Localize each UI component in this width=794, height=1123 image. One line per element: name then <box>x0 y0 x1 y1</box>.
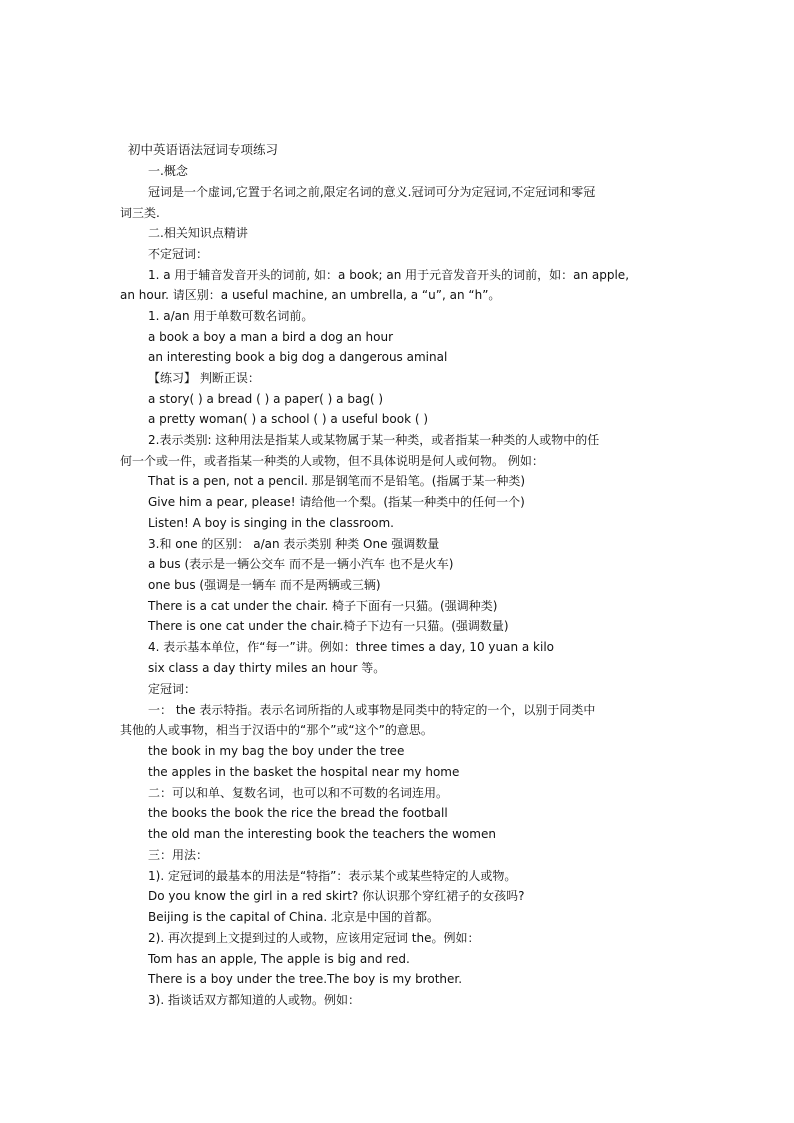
text-line: 2). 再次提到上文提到过的人或物，应该用定冠词 the。例如： <box>148 931 480 945</box>
text-line: Beijing is the capital of China. 北京是中国的首都。 <box>148 910 439 924</box>
text-line: six class a day thirty miles an hour 等。 <box>148 661 386 675</box>
text-line: There is a boy under the tree.The boy is my brother. <box>148 972 463 986</box>
text-line: 何一个或一件，或者指某一种类的人或物，但不具体说明是何人或何物。 例如： <box>120 454 544 468</box>
text-line: 1). 定冠词的最基本的用法是“特指”：表示某个或某些特定的人或物。 <box>148 869 517 883</box>
text-line: 二.相关知识点精讲 <box>148 226 248 240</box>
text-line: Listen! A boy is singing in the classroom. <box>148 516 394 530</box>
text-line: 一.概念 <box>148 164 188 178</box>
text-line: 4. 表示基本单位，作“每一”讲。例如：three times a day, 10 yuan a kilo <box>148 640 554 654</box>
text-line: 不定冠词： <box>148 247 209 261</box>
text-line: Tom has an apple, The apple is big and red. <box>148 952 410 966</box>
text-line: the old man the interesting book the teachers the women <box>148 827 496 841</box>
document-title: 初中英语语法冠词专项练习 <box>128 142 279 157</box>
text-line: an interesting book a big dog a dangerous aminal <box>148 350 448 364</box>
text-line: There is a cat under the chair. 椅子下面有一只猫。(强调种类) <box>148 599 498 613</box>
text-line: 一： the 表示特指。表示名词所指的人或事物是同类中的特定的一个，以别于同类中 <box>148 703 596 717</box>
text-line: 3). 指谈话双方都知道的人或物。例如： <box>148 993 360 1007</box>
text-line: 词三类. <box>120 206 160 220</box>
text-line: an hour. 请区别：a useful machine, an umbrella, a “u”, an “h”。 <box>120 288 501 302</box>
text-line: 【练习】 判断正误： <box>148 371 260 385</box>
text-line: 定冠词： <box>148 682 197 696</box>
text-line: 冠词是一个虚词,它置于名词之前,限定名词的意义.冠词可分为定冠词,不定冠词和零冠 <box>148 185 596 199</box>
text-line: one bus (强调是一辆车 而不是两辆或三辆) <box>148 578 381 592</box>
text-line: a story( ) a bread ( ) a paper( ) a bag( ) <box>148 392 384 406</box>
text-line: the books the book the rice the bread the football <box>148 806 448 820</box>
text-line: the book in my bag the boy under the tree <box>148 744 405 758</box>
text-line: a pretty woman( ) a school ( ) a useful book ( ) <box>148 412 429 426</box>
text-line: 3.和 one 的区别： a/an 表示类别 种类 One 强调数量 <box>148 537 440 551</box>
text-line: Do you know the girl in a red skirt? 你认识那个穿红裙子的女孩吗? <box>148 889 525 903</box>
text-line: 三：用法： <box>148 848 209 862</box>
text-line: That is a pen, not a pencil. 那是钢笔而不是铅笔。(指属于某一种类) <box>148 474 526 488</box>
text-line: 其他的人或事物，相当于汉语中的“那个”或“这个”的意思。 <box>120 723 433 737</box>
text-line: 1. a/an 用于单数可数名词前。 <box>148 309 314 323</box>
text-line: There is one cat under the chair.椅子下边有一只猫。(强调数量) <box>148 619 509 633</box>
text-line: the apples in the basket the hospital near my home <box>148 765 460 779</box>
text-line: a book a boy a man a bird a dog an hour <box>148 330 393 344</box>
text-line: Give him a pear, please! 请给他一个梨。(指某一种类中的任何一个) <box>148 495 525 509</box>
text-line: 1. a 用于辅音发音开头的词前, 如：a book; an 用于元音发音开头的词前，如：an apple, <box>148 268 630 282</box>
text-line: a bus (表示是一辆公交车 而不是一辆小汽车 也不是火车) <box>148 557 454 571</box>
text-line: 二：可以和单、复数名词，也可以和不可数的名词连用。 <box>148 786 449 800</box>
text-line: 2.表示类别: 这种用法是指某人或某物属于某一种类，或者指某一种类的人或物中的任 <box>148 433 600 447</box>
